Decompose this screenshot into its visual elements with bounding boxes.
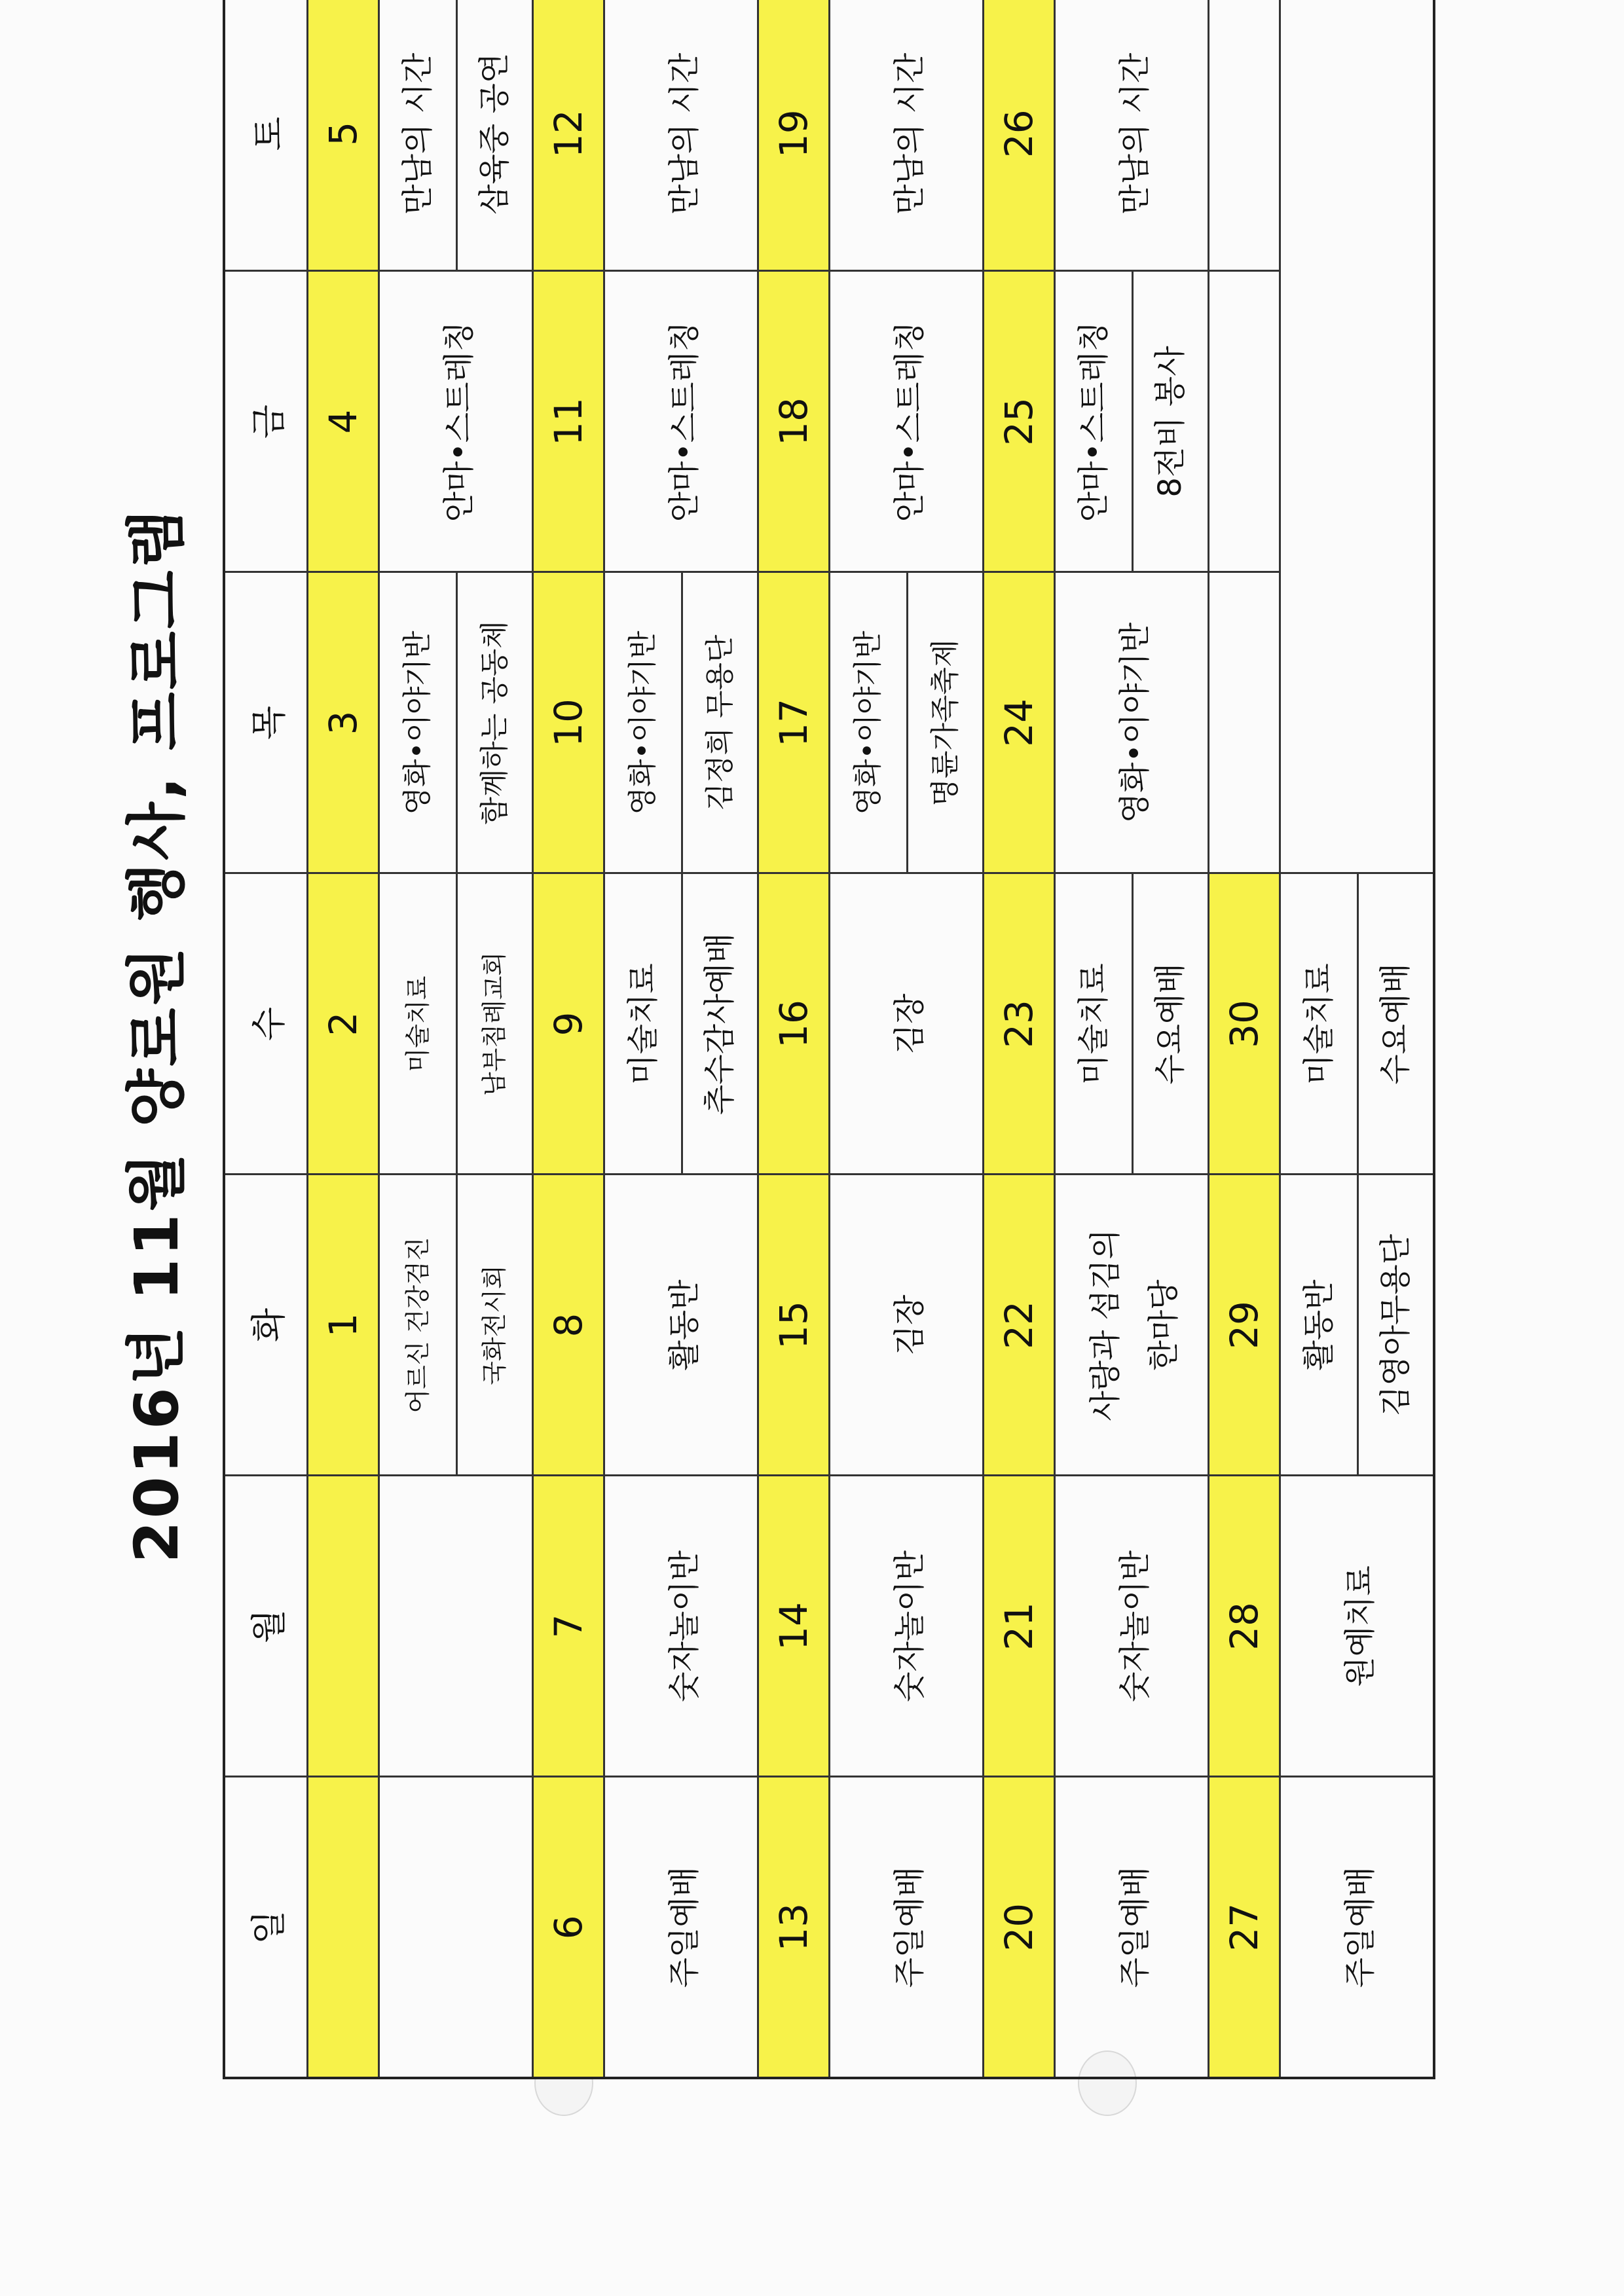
activity-cell: 숫자놀이반 — [604, 1476, 758, 1777]
activity-row — [1280, 0, 1435, 2078]
weekday-wed: 수 — [224, 873, 308, 1175]
activity-text: 국화전시회 — [480, 1265, 509, 1385]
activity-cell — [830, 572, 984, 873]
activity-text: 사랑과 섬김의 — [1087, 1229, 1124, 1421]
activity-cell — [604, 572, 758, 873]
activity-row — [1055, 0, 1209, 2078]
date-cell: 13 — [758, 1777, 830, 2078]
activity-cell: 만남의 시간 — [1055, 0, 1209, 271]
activity-text: 어르신 건강검진 — [380, 1176, 458, 1475]
date-row — [533, 0, 604, 2078]
date-row — [308, 0, 379, 2078]
activity-cell: 활동반 — [604, 1175, 758, 1476]
activity-cell: 숫자놀이반 — [830, 1476, 984, 1777]
activity-text: 수요예배 — [1377, 963, 1414, 1085]
activity-text: 한마당 — [1145, 1279, 1182, 1371]
date-cell: 11 — [533, 271, 604, 572]
activity-cell — [379, 572, 533, 873]
date-cell: 14 — [758, 1476, 830, 1777]
activity-cell: 김장 — [830, 1175, 984, 1476]
date-cell: 8 — [533, 1175, 604, 1476]
activity-text: 김정희 무용단 — [703, 634, 737, 811]
date-cell: 4 — [308, 271, 379, 572]
date-cell: 21 — [984, 1476, 1055, 1777]
date-cell: 27 — [1209, 1777, 1280, 2078]
date-cell: 3 — [308, 572, 379, 873]
date-cell: 2 — [308, 873, 379, 1175]
activity-cell: 만남의 시간 — [604, 0, 758, 271]
activity-cell-empty — [1280, 572, 1435, 873]
activity-text: 미술치료 — [380, 875, 458, 1174]
rotated-page — [118, 0, 1493, 2079]
date-row — [1209, 0, 1280, 2078]
activity-cell-empty — [379, 1777, 533, 2078]
date-cell: 25 — [984, 271, 1055, 572]
weekday-fri: 금 — [224, 271, 308, 572]
weekday-mon: 월 — [224, 1476, 308, 1777]
date-row — [758, 0, 830, 2078]
date-cell: 24 — [984, 572, 1055, 873]
activity-cell: 만남의 시간 — [830, 0, 984, 271]
date-cell: 12 — [533, 0, 604, 271]
date-cell: 15 — [758, 1175, 830, 1476]
activity-cell-empty — [1280, 271, 1435, 572]
activity-cell — [379, 0, 533, 271]
activity-cell: 김장 — [830, 873, 984, 1175]
activity-cell — [379, 1175, 533, 1476]
date-cell: 1 — [308, 1175, 379, 1476]
activity-cell: 숫자놀이반 — [1055, 1476, 1209, 1777]
activity-text: 미술치료 — [1281, 875, 1359, 1174]
date-cell: 18 — [758, 271, 830, 572]
date-cell: 28 — [1209, 1476, 1280, 1777]
weekday-sun: 일 — [224, 1777, 308, 2078]
date-cell: 30 — [1209, 873, 1280, 1175]
weekday-thu: 목 — [224, 572, 308, 873]
weekday-header-row — [224, 0, 308, 2078]
activity-text: 김영아무용단 — [1377, 1233, 1414, 1417]
activity-text: 미술치료 — [1056, 875, 1134, 1174]
date-cell: 17 — [758, 572, 830, 873]
date-cell: 5 — [308, 0, 379, 271]
activity-cell: 주일예배 — [604, 1777, 758, 2078]
activity-cell — [1055, 1175, 1209, 1476]
date-cell: 6 — [533, 1777, 604, 2078]
activity-text: 삼육중 공연 — [476, 52, 513, 215]
activity-cell: 주일예배 — [1055, 1777, 1209, 2078]
date-cell: 26 — [984, 0, 1055, 271]
activity-row — [830, 0, 984, 2078]
activity-cell: 주일예배 — [830, 1777, 984, 2078]
date-cell: 29 — [1209, 1175, 1280, 1476]
activity-cell — [1280, 1175, 1435, 1476]
page-title: 2016년 11월 양로원 행사, 프로그램 — [122, 507, 192, 1563]
activity-text: 8전비 봉사 — [1152, 346, 1189, 498]
activity-cell: 영화•이야기반 — [1055, 572, 1209, 873]
activity-cell: 안마•스트레칭 — [379, 271, 533, 572]
activity-cell — [1055, 271, 1209, 572]
activity-text: 안마•스트레칭 — [1056, 272, 1134, 572]
activity-text: 함께하는 공동체 — [478, 621, 511, 825]
activity-text: 영화•이야기반 — [380, 574, 458, 873]
activity-cell: 안마•스트레칭 — [604, 271, 758, 572]
activity-cell — [1280, 873, 1435, 1175]
date-cell: 23 — [984, 873, 1055, 1175]
date-cell — [1209, 271, 1280, 572]
date-row — [984, 0, 1055, 2078]
activity-cell — [1055, 873, 1209, 1175]
activity-text: 추수감사예배 — [701, 932, 738, 1116]
activity-text: 수요예배 — [1152, 963, 1189, 1085]
activity-text: 남부침례교회 — [480, 951, 509, 1097]
date-cell: 16 — [758, 873, 830, 1175]
activity-cell-empty — [1280, 0, 1435, 271]
activity-text: 활동반 — [1281, 1176, 1359, 1475]
weekday-tue: 화 — [224, 1175, 308, 1476]
activity-cell — [379, 873, 533, 1175]
date-cell — [308, 1476, 379, 1777]
activity-text: 영화•이야기반 — [830, 574, 908, 873]
activity-text: 미술치료 — [605, 875, 683, 1174]
date-cell: 10 — [533, 572, 604, 873]
calendar-table — [223, 0, 1435, 2079]
weekday-sat: 토 — [224, 0, 308, 271]
date-cell: 7 — [533, 1476, 604, 1777]
activity-cell: 원예치료 — [1280, 1476, 1435, 1777]
activity-text: 만남의 시간 — [380, 0, 458, 270]
activity-cell: 주일예배 — [1280, 1777, 1435, 2078]
activity-text: 영화•이야기반 — [605, 574, 683, 873]
activity-cell-empty — [379, 1476, 533, 1777]
date-cell — [1209, 572, 1280, 873]
date-cell — [1209, 0, 1280, 271]
date-cell: 20 — [984, 1777, 1055, 2078]
date-cell: 9 — [533, 873, 604, 1175]
activity-cell: 안마•스트레칭 — [830, 271, 984, 572]
activity-row — [604, 0, 758, 2078]
activity-cell — [604, 873, 758, 1175]
date-cell: 22 — [984, 1175, 1055, 1476]
date-cell — [308, 1777, 379, 2078]
activity-text: 명륜가족축제 — [929, 639, 962, 807]
date-cell: 19 — [758, 0, 830, 271]
activity-row — [379, 0, 533, 2078]
